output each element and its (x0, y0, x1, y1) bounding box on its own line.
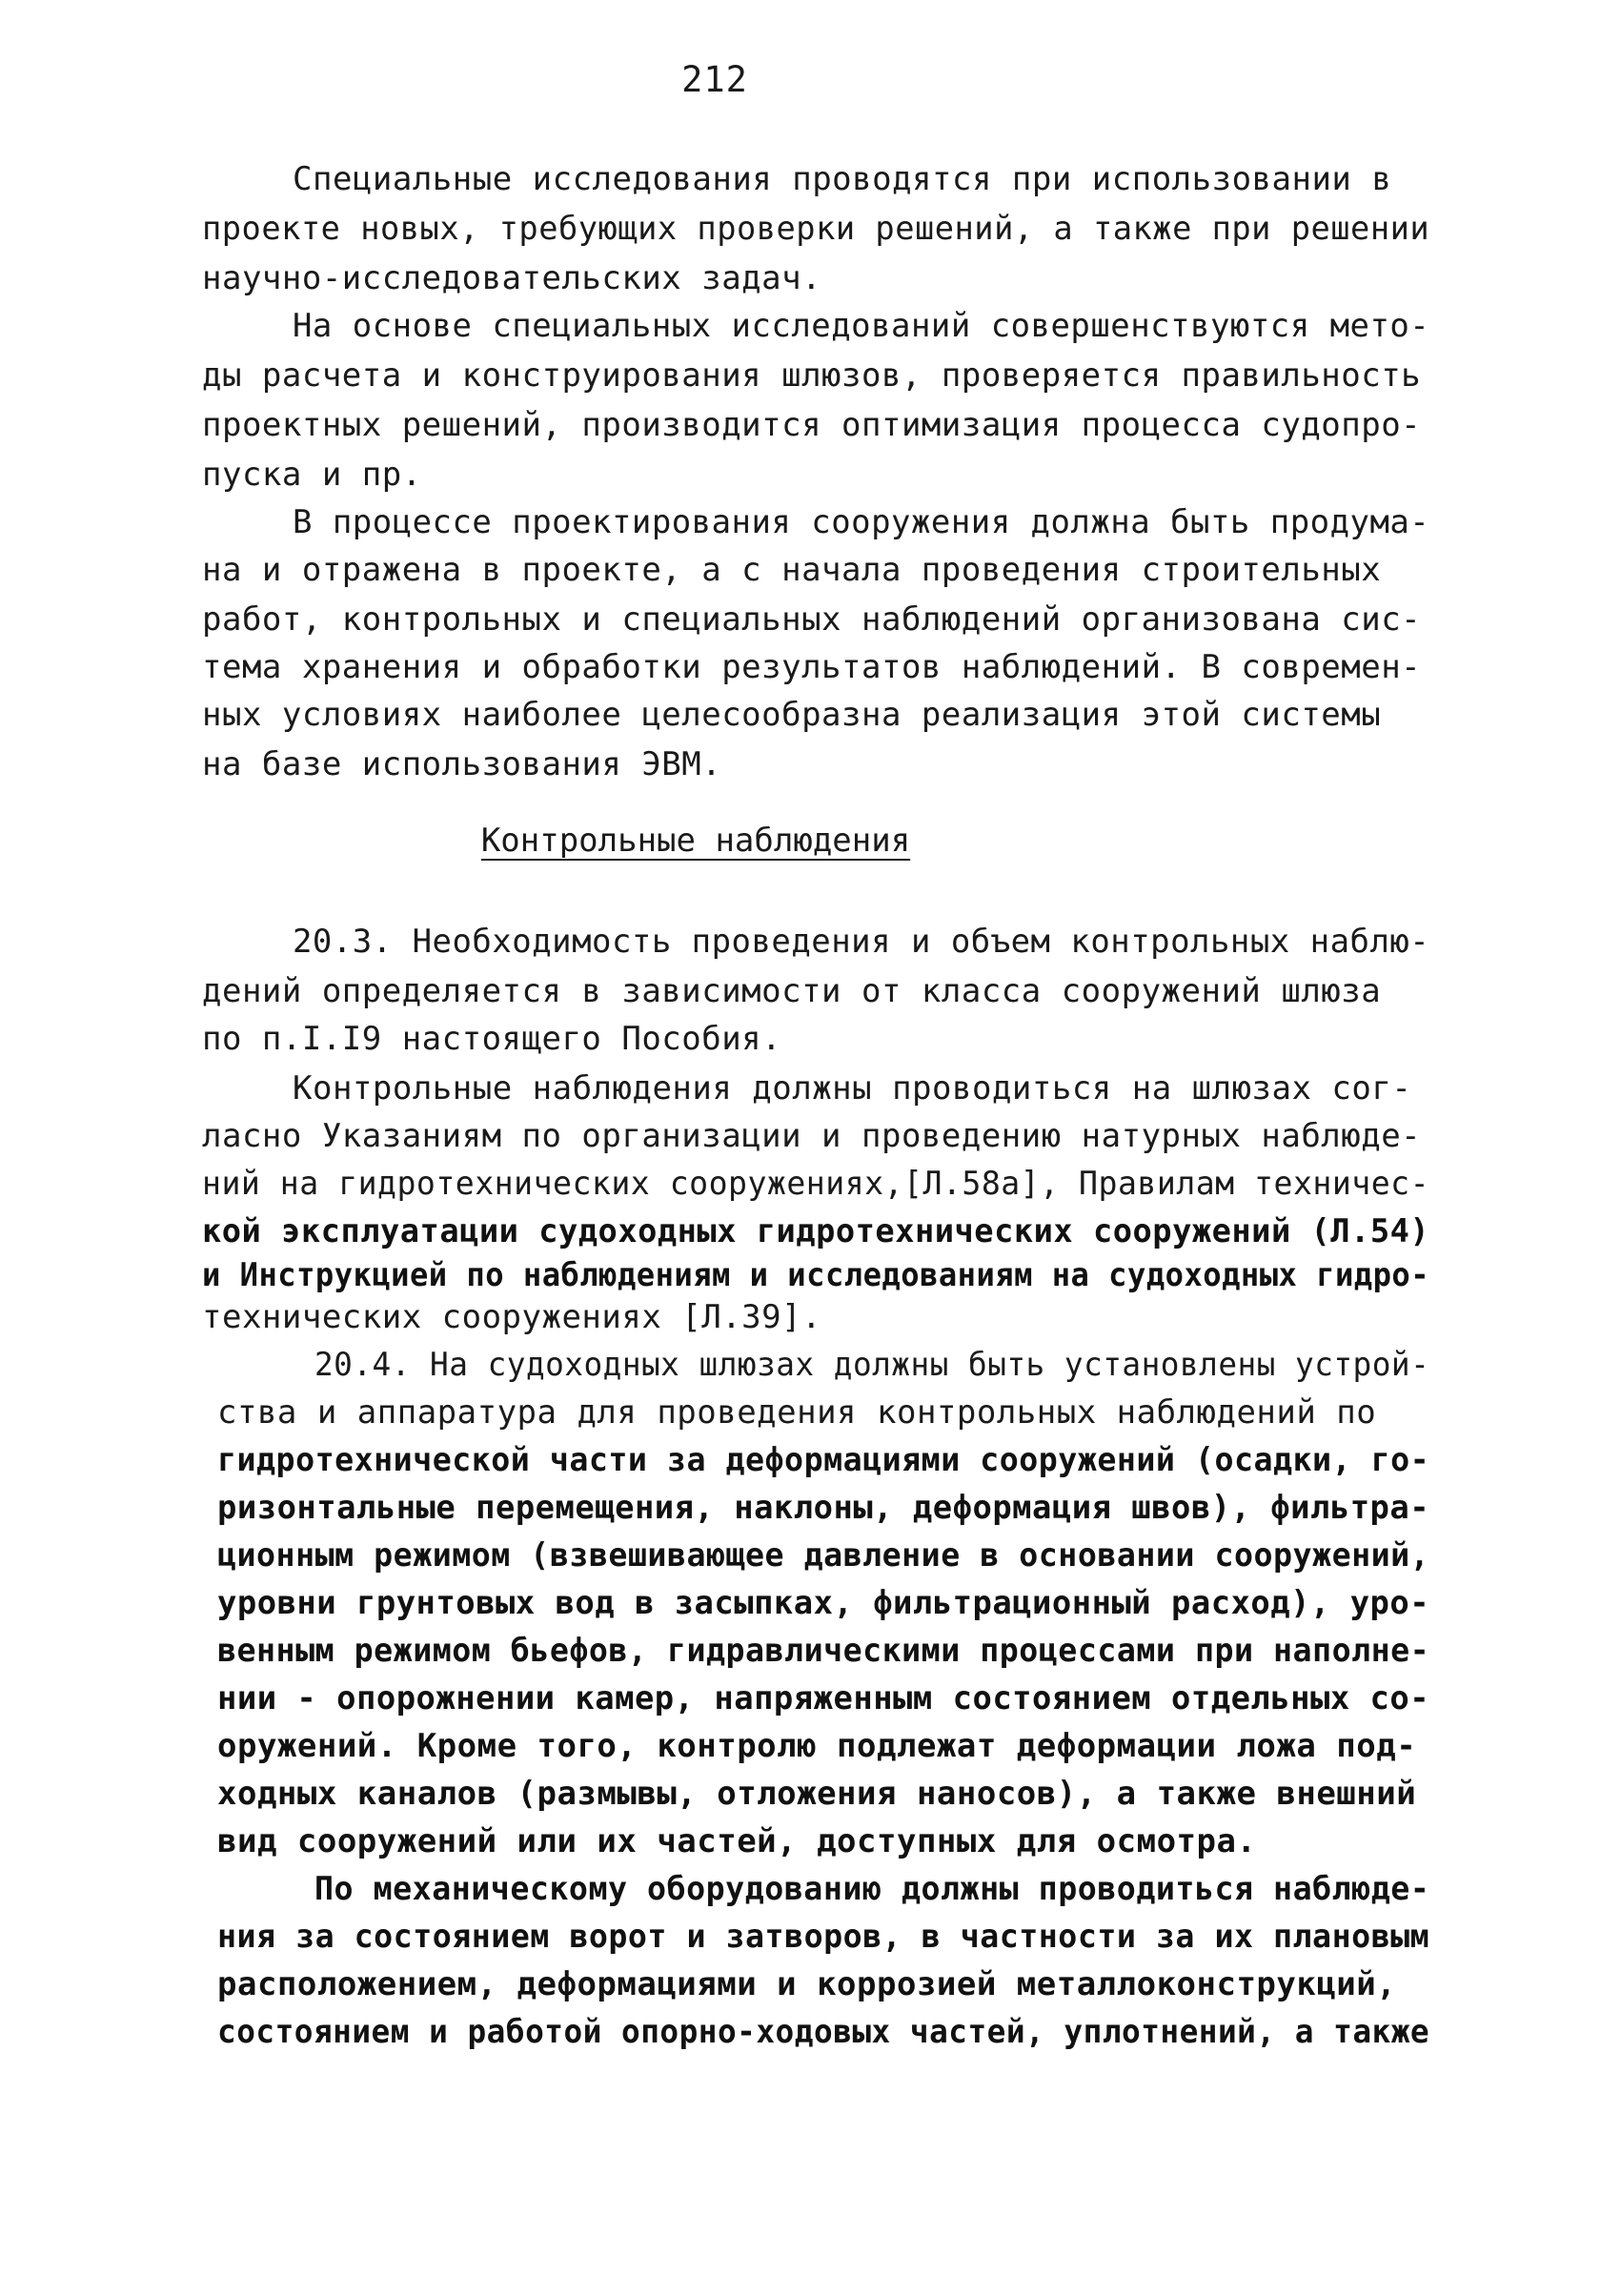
text-line: тема хранения и обработки результатов наблюдений. В современ- (202, 648, 1422, 686)
text-line: состоянием и работой опорно-ходовых частей, уплотнений, а также (217, 2013, 1430, 2051)
text-line: дений определяется в зависимости от класса сооружений шлюза (202, 972, 1382, 1010)
text-line: нии - опорожнении камер, напряженным состоянием отдельных со- (217, 1679, 1430, 1717)
text-line: расположением, деформациями и коррозией металлоконструкций, (217, 1965, 1397, 2003)
text-line: По механическому оборудованию должны проводиться наблюде- (314, 1870, 1430, 1908)
text-line: ходных каналов (размывы, отложения наносов), а также внешний (217, 1775, 1417, 1813)
text-line: по п.I.I9 настоящего Пособия. (202, 1020, 782, 1058)
text-line: ных условиях наиболее целесообразна реализация этой системы (202, 696, 1382, 734)
text-line: и Инструкцией по наблюдениям и исследованиям на судоходных гидро- (202, 1256, 1430, 1294)
text-line: кой эксплуатации судоходных гидротехнических сооружений (Л.54) (202, 1212, 1430, 1250)
section-heading (0, 822, 1391, 860)
text-line: В процессе проектирования сооружения должна быть продума- (293, 503, 1430, 541)
text-line: ризонтальные перемещения, наклоны, деформация швов), фильтра- (217, 1489, 1430, 1527)
text-line: уровни грунтовых вод в засыпках, фильтрационный расход), уро- (217, 1584, 1430, 1622)
text-line: ционным режимом (взвешивающее давление в основании сооружений, (217, 1536, 1430, 1575)
text-line: технических сооружениях [Л.39]. (202, 1298, 822, 1336)
text-line: гидротехнической части за деформациями сооружений (осадки, го- (217, 1441, 1430, 1479)
text-line: вид сооружений или их частей, доступных для осмотра. (217, 1822, 1257, 1860)
text-line: оружений. Кроме того, контролю подлежат деформации ложа под- (217, 1727, 1417, 1765)
text-line: ния за состоянием ворот и затворов, в частности за их плановым (217, 1918, 1430, 1956)
page-number: 212 (681, 59, 748, 100)
text-line: На основе специальных исследований совершенствуются мето- (293, 307, 1430, 345)
text-line: пуска и пр. (202, 456, 422, 494)
text-line: венным режимом бьефов, гидравлическими процессами при наполне- (217, 1632, 1430, 1670)
text-line: работ, контрольных и специальных наблюдений организована сис- (202, 600, 1422, 639)
section-heading-text: Контрольные наблюдения (480, 822, 911, 860)
text-line: 20.3. Необходимость проведения и объем контрольных наблю- (293, 923, 1430, 961)
text-line: проектных решений, производится оптимизация процесса судопро- (202, 406, 1422, 444)
text-line: ства и аппаратура для проведения контрольных наблюдений по (217, 1393, 1377, 1432)
text-line: на и отражена в проекте, а с начала проведения строительных (202, 551, 1382, 589)
text-line: ды расчета и конструирования шлюзов, проверяется правильность (202, 356, 1422, 395)
text-line: 20.4. На судоходных шлюзах должны быть установлены устрой- (314, 1346, 1430, 1384)
text-line: научно-исследовательских задач. (202, 259, 822, 297)
text-line: ний на гидротехнических сооружениях,[Л.58а], Правилам техничес- (202, 1165, 1430, 1203)
text-line: ласно Указаниям по организации и проведению натурных наблюде- (202, 1117, 1422, 1155)
text-line: Контрольные наблюдения должны проводиться на шлюзах сог- (293, 1069, 1412, 1107)
text-line: проекте новых, требующих проверки решений, а также при решении (202, 210, 1430, 248)
text-line: на базе использования ЭВМ. (202, 745, 722, 783)
text-line: Специальные исследования проводятся при использовании в (293, 160, 1392, 198)
